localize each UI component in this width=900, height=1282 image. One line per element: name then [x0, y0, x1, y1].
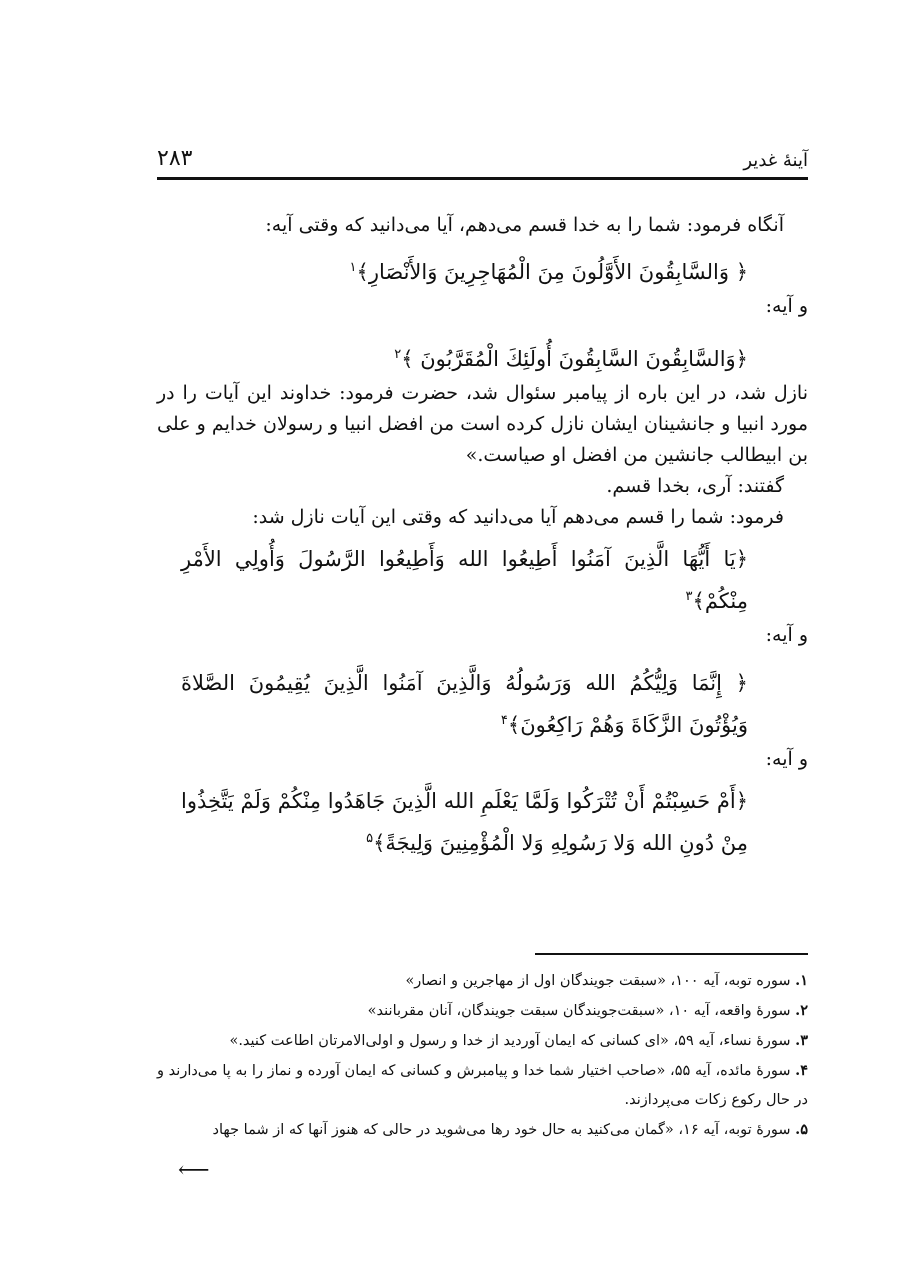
- question-line: فرمود: شما را قسم می‌دهم آیا می‌دانید که وقتی این آیات نازل شد:: [252, 506, 784, 528]
- footnote-number: ۲.: [795, 1002, 808, 1019]
- verse-text: ﴿يَا أَيُّهَا الَّذِينَ آمَنُوا أَطِيعُوا الله وَأَطِيعُوا الرَّسُولَ وَأُولِي الأَمْرِ مِنْكُمْ﴾: [181, 547, 748, 613]
- page-number: ۲۸۳: [157, 146, 193, 171]
- continued-arrow-icon: ⟵: [178, 1158, 210, 1183]
- quran-verse-1: [157, 249, 808, 291]
- footnote-3: [157, 1026, 808, 1056]
- quran-verse-4: [157, 665, 808, 744]
- footnote-number: ۴.: [795, 1062, 809, 1079]
- footnote-ref-4: ۴: [500, 713, 508, 728]
- footnote-ref-2: ۲: [394, 347, 402, 362]
- verse-text: ﴿ إِنَّمَا وَلِيُّكُمُ الله وَرَسُولُهُ وَالَّذِينَ آمَنُوا الَّذِينَ يُقِيمُونَ الصَّلاةَ وَيُؤْتُونَ الزَّكَاةَ وَهُمْ رَاكِعُونَ﴾: [181, 671, 748, 737]
- header-rule: [157, 177, 808, 180]
- footnote-text: سوره توبه، آیه ۱۰۰، «سبقت جویندگان اول از مهاجرین و انصار»: [405, 973, 791, 989]
- footnote-text: سورهٔ توبه، آیه ۱۶، «گمان می‌کنید به حال خود رها می‌شوید در حالی که هنوز آنها که از شما جهاد: [212, 1122, 791, 1138]
- verse-intro-3: و آیه:: [765, 748, 808, 770]
- footnote-ref-5: ۵: [366, 831, 374, 846]
- footnote-ref-3: ۳: [685, 589, 693, 604]
- footnote-rule: [535, 953, 808, 955]
- footnote-2: [157, 996, 808, 1026]
- footnote-number: ۱.: [795, 972, 808, 989]
- footnote-number: ۵.: [795, 1121, 808, 1138]
- footnote-text: سورهٔ واقعه، آیه ۱۰، «سبقت‌جویندگان سبقت جویندگان، آنان مقربانند»: [367, 1003, 791, 1019]
- running-header: [157, 146, 808, 176]
- running-title: آینهٔ غدیر: [743, 150, 808, 171]
- footnote-ref-1: ۱: [349, 260, 357, 275]
- intro-line: آنگاه فرمود: شما را به خدا قسم می‌دهم، آیا می‌دانید که وقتی آیه:: [265, 214, 784, 236]
- quran-verse-5: [157, 783, 808, 862]
- quran-verse-3: [157, 541, 808, 620]
- footnote-text: سورهٔ مائده، آیه ۵۵، «صاحب اختیار شما خدا و پیامبرش و کسانی که ایمان آورده و نماز را به پا می‌دارند و در حال رکوع زکات می‌پردازند.: [157, 1063, 808, 1108]
- footnotes: [157, 966, 808, 1145]
- verse-text: ﴿ وَالسَّابِقُونَ الأَوَّلُونَ مِنَ الْمُهَاجِرِينَ وَالأَنْصَارِ﴾: [356, 260, 748, 284]
- verse-intro-1: و آیه:: [765, 295, 808, 317]
- footnote-text: سورهٔ نساء، آیه ۵۹، «ای کسانی که ایمان آوردید از خدا و رسول و اولی‌الامرتان اطاعت کنید.»: [229, 1033, 791, 1049]
- answer-line: گفتند: آری، بخدا قسم.: [606, 475, 784, 497]
- verse-text: ﴿أَمْ حَسِبْتُمْ أَنْ تُتْرَكُوا وَلَمَّا يَعْلَمِ الله الَّذِينَ جَاهَدُوا مِنْكُمْ وَلَمْ يَتَّخِذُوا مِنْ دُونِ الله وَلا رَسُولِهِ وَلا الْمُؤْمِنِينَ وَلِيجَةً﴾: [181, 789, 748, 855]
- verse-text: ﴿وَالسَّابِقُونَ السَّابِقُونَ أُولَئِكَ الْمُقَرَّبُونَ ﴾: [401, 347, 748, 371]
- narration-paragraph: نازل شد، در این باره از پیامبر سئوال شد، حضرت فرمود: خداوند این آیات را در مورد انبیا و جانشینان ایشان نازل کرده است من افضل انبیا و رسولان خدایم و علی بن ابیطالب جانشین من افضل او صیاست.»: [157, 382, 808, 466]
- main-text: [157, 210, 808, 862]
- footnote-5: [157, 1115, 808, 1145]
- footnote-number: ۳.: [795, 1032, 808, 1049]
- footnote-4: [157, 1056, 808, 1115]
- quran-verse-2: [157, 336, 808, 378]
- footnote-1: [157, 966, 808, 996]
- verse-intro-2: و آیه:: [765, 624, 808, 646]
